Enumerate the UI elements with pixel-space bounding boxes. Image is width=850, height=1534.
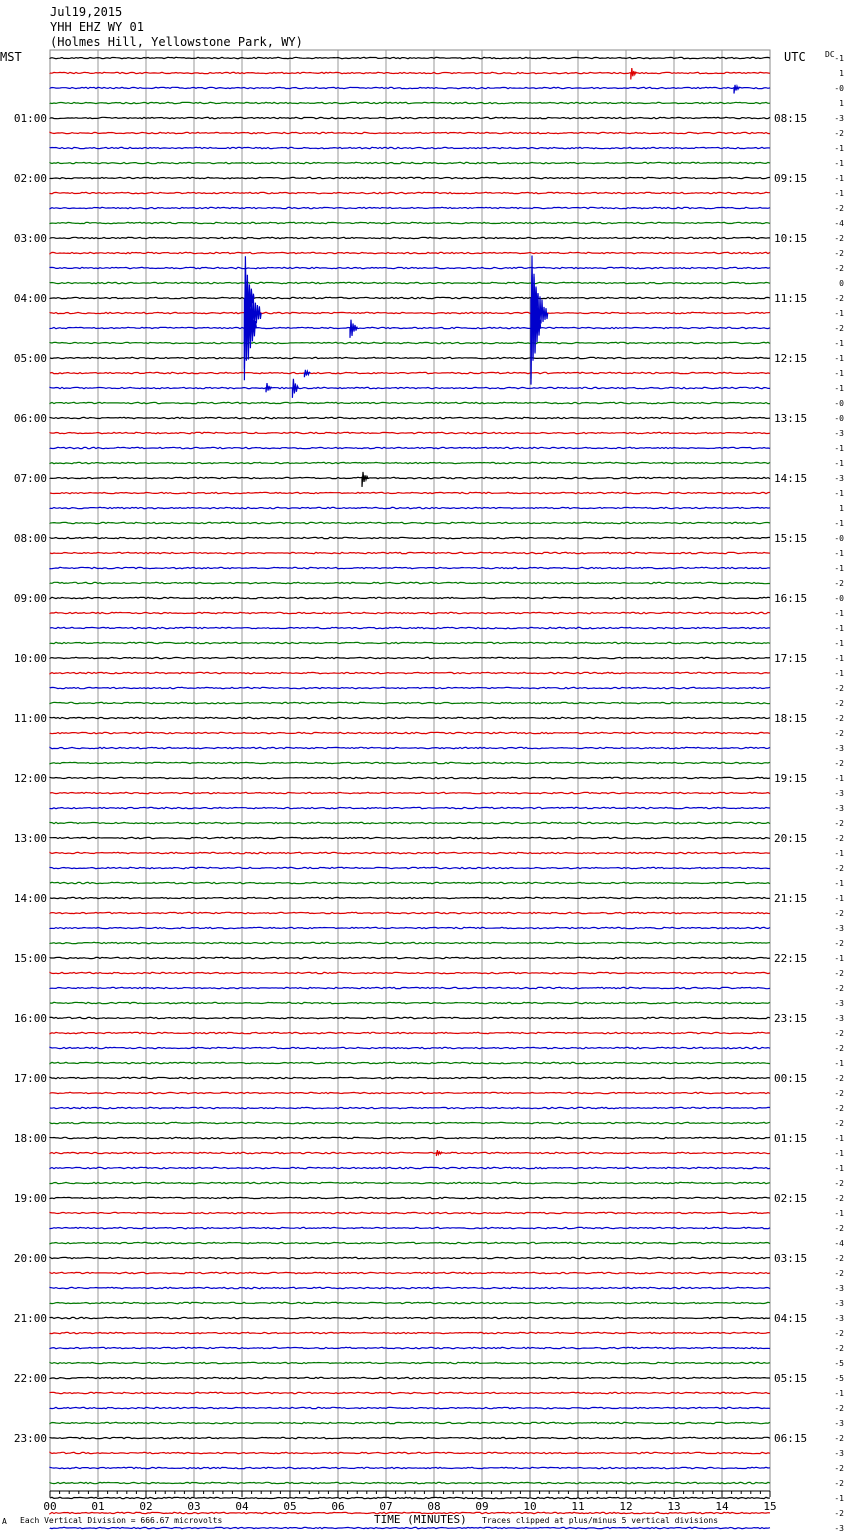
dc-offset-label: -1 [834, 1164, 844, 1173]
seismic-event [304, 370, 310, 377]
seismic-trace [50, 297, 770, 298]
seismic-trace [50, 372, 770, 373]
dc-offset-label: -1 [834, 654, 844, 663]
dc-offset-label: -2 [834, 819, 844, 828]
x-tick-label: 03 [187, 1500, 201, 1513]
right-hour-label: 23:15 [774, 1012, 808, 1025]
dc-offset-label: -1 [834, 54, 844, 63]
x-tick-label: 04 [235, 1500, 249, 1513]
seismic-trace [50, 1032, 770, 1033]
dc-offset-label: -1 [834, 669, 844, 678]
trace-group [50, 57, 770, 1534]
seismic-event [436, 1150, 442, 1156]
left-hour-label: 20:00 [13, 1252, 47, 1265]
x-tick-label: 08 [427, 1500, 441, 1513]
dc-offset-label: -1 [834, 354, 844, 363]
dc-offset-label: -2 [834, 1044, 844, 1053]
seismic-event [266, 383, 272, 392]
dc-offset-label: -3 [834, 114, 844, 123]
dc-offset-label: -2 [834, 834, 844, 843]
right-hour-label: 02:15 [774, 1192, 808, 1205]
right-hour-label: 09:15 [774, 172, 808, 185]
dc-offset-label: -2 [834, 1329, 844, 1338]
seismic-trace [50, 1002, 770, 1003]
right-hour-label: 12:15 [774, 352, 808, 365]
x-tick-label: 02 [139, 1500, 153, 1513]
seismic-trace [50, 327, 770, 328]
minute-grid [50, 50, 770, 1491]
dc-offset-label: -2 [834, 294, 844, 303]
dc-offset-label: -1 [834, 1389, 844, 1398]
dc-offset-label: -0 [834, 534, 844, 543]
seismic-trace [50, 1092, 770, 1093]
right-hour-label: 11:15 [774, 292, 808, 305]
seismic-trace [50, 357, 770, 358]
seismic-trace [50, 1452, 770, 1453]
x-tick-label: 13 [667, 1500, 681, 1513]
seismic-trace [50, 1122, 770, 1123]
x-tick-label: 05 [283, 1500, 297, 1513]
seismic-trace [50, 1212, 770, 1213]
dc-offset-label: -4 [834, 219, 844, 228]
seismic-trace [50, 252, 770, 253]
seismic-trace [50, 777, 770, 778]
seismic-trace [50, 1467, 770, 1468]
dc-offset-label: -3 [834, 1314, 844, 1323]
right-hour-label: 21:15 [774, 892, 808, 905]
left-hour-label: 05:00 [13, 352, 47, 365]
dc-offset-label: 1 [839, 504, 844, 513]
seismic-trace [50, 507, 770, 508]
seismic-trace [50, 1197, 770, 1198]
footer-mark: A [2, 1517, 7, 1526]
left-hour-label: 13:00 [13, 832, 47, 845]
left-hour-label: 06:00 [13, 412, 47, 425]
dc-offset-label: -2 [834, 1254, 844, 1263]
dc-offset-label: -2 [834, 714, 844, 723]
seismic-trace [50, 282, 770, 283]
seismic-trace [50, 882, 770, 883]
seismic-trace [50, 177, 770, 178]
right-hour-label: 10:15 [774, 232, 808, 245]
x-tick-label: 00 [43, 1500, 57, 1513]
right-hour-label: 20:15 [774, 832, 808, 845]
dc-offset-label: -1 [834, 1149, 844, 1158]
seismic-trace [50, 957, 770, 958]
seismic-trace [50, 417, 770, 418]
dc-offset-label: -2 [834, 909, 844, 918]
seismic-trace [50, 57, 770, 58]
seismic-trace [50, 267, 770, 268]
left-hour-label: 07:00 [13, 472, 47, 485]
dc-offset-label: -3 [834, 924, 844, 933]
dc-column-label: DC [825, 50, 835, 59]
dc-offset-label: -3 [834, 1014, 844, 1023]
right-hour-label: 15:15 [774, 532, 808, 545]
dc-offset-label: -2 [834, 249, 844, 258]
seismic-trace [50, 612, 770, 613]
seismic-trace [50, 672, 770, 673]
dc-offset-label: -2 [834, 324, 844, 333]
dc-offset-label: -2 [834, 1434, 844, 1443]
dc-offset-label: -1 [834, 609, 844, 618]
right-hour-label: 05:15 [774, 1372, 808, 1385]
dc-offset-label: -2 [834, 204, 844, 213]
right-hour-label: 14:15 [774, 472, 808, 485]
left-hour-label: 22:00 [13, 1372, 47, 1385]
dc-offset-label: -2 [834, 1479, 844, 1488]
left-hour-label: 03:00 [13, 232, 47, 245]
seismic-trace [50, 1377, 770, 1378]
dc-offset-label: -2 [834, 1404, 844, 1413]
dc-offset-label: -2 [834, 1179, 844, 1188]
left-hour-label: 15:00 [13, 952, 47, 965]
dc-offset-label: -1 [834, 894, 844, 903]
seismic-trace [50, 717, 770, 718]
dc-offset-label: -2 [834, 1089, 844, 1098]
seismic-trace [50, 432, 770, 433]
dc-offset-label: -0 [834, 414, 844, 423]
left-hour-label: 08:00 [13, 532, 47, 545]
seismic-trace [50, 1272, 770, 1273]
dc-offset-label: -1 [834, 639, 844, 648]
dc-offset-label: 1 [839, 99, 844, 108]
dc-offset-label: -2 [834, 234, 844, 243]
seismic-trace [50, 222, 770, 223]
x-tick-label: 15 [763, 1500, 777, 1513]
seismic-event [350, 320, 357, 338]
dc-offset-label: -2 [834, 264, 844, 273]
right-hour-labels [774, 112, 807, 1445]
seismic-trace [50, 1527, 770, 1528]
dc-offset-label: -3 [834, 999, 844, 1008]
dc-offset-label: -2 [834, 129, 844, 138]
seismic-trace [50, 987, 770, 988]
seismic-trace [50, 102, 770, 103]
seismic-trace [50, 402, 770, 403]
dc-offset-label: -2 [834, 699, 844, 708]
seismic-trace [50, 1137, 770, 1138]
seismic-trace [50, 1227, 770, 1228]
seismic-trace [50, 807, 770, 808]
dc-offset-label: -3 [834, 744, 844, 753]
left-hour-label: 04:00 [13, 292, 47, 305]
seismic-trace [50, 1017, 770, 1018]
dc-offset-label: -2 [834, 1104, 844, 1113]
left-timezone: MST [0, 50, 22, 64]
left-hour-label: 11:00 [13, 712, 47, 725]
dc-offset-label: -1 [834, 624, 844, 633]
seismic-trace [50, 627, 770, 628]
seismic-trace [50, 462, 770, 463]
left-hour-label: 09:00 [13, 592, 47, 605]
seismic-trace [50, 342, 770, 343]
seismic-trace [50, 732, 770, 733]
seismic-trace [50, 582, 770, 583]
dc-offset-label: -1 [834, 1494, 844, 1503]
x-tick-label: 10 [523, 1500, 537, 1513]
seismic-trace [50, 792, 770, 793]
seismic-trace [50, 147, 770, 148]
right-hour-label: 06:15 [774, 1432, 808, 1445]
seismic-trace [50, 1152, 770, 1153]
seismic-event [362, 472, 368, 487]
dc-offset-label: -1 [834, 549, 844, 558]
left-hour-label: 01:00 [13, 112, 47, 125]
dc-offset-label: -5 [834, 1374, 844, 1383]
x-tick-label: 11 [571, 1500, 585, 1513]
dc-offset-labels [834, 54, 844, 1534]
left-hour-label: 23:00 [13, 1432, 47, 1445]
seismic-trace [50, 867, 770, 868]
seismic-trace [50, 657, 770, 658]
dc-offset-label: -1 [834, 1209, 844, 1218]
seismic-trace [50, 192, 770, 193]
seismic-trace [50, 687, 770, 688]
right-hour-label: 18:15 [774, 712, 808, 725]
dc-offset-label: -1 [834, 1059, 844, 1068]
seismic-trace [50, 1317, 770, 1318]
dc-offset-label: -2 [834, 984, 844, 993]
x-tick-label: 12 [619, 1500, 633, 1513]
dc-offset-label: -1 [834, 144, 844, 153]
right-hour-label: 17:15 [774, 652, 808, 665]
seismic-trace [50, 1182, 770, 1183]
seismic-trace [50, 1242, 770, 1243]
seismic-trace [50, 207, 770, 208]
right-hour-label: 19:15 [774, 772, 808, 785]
dc-offset-label: -0 [834, 399, 844, 408]
left-hour-label: 21:00 [13, 1312, 47, 1325]
seismic-trace [50, 72, 770, 73]
dc-offset-label: -2 [834, 1509, 844, 1518]
dc-offset-label: -3 [834, 1284, 844, 1293]
seismic-trace [50, 1107, 770, 1108]
seismic-trace [50, 1167, 770, 1168]
dc-offset-label: -4 [834, 1239, 844, 1248]
dc-offset-label: -3 [834, 1524, 844, 1533]
dc-offset-label: -2 [834, 684, 844, 693]
seismic-trace [50, 552, 770, 553]
seismic-trace [50, 1422, 770, 1423]
seismic-trace [50, 702, 770, 703]
dc-offset-label: -1 [834, 1134, 844, 1143]
seismic-trace [50, 642, 770, 643]
dc-offset-label: -1 [834, 369, 844, 378]
dc-offset-label: -1 [834, 189, 844, 198]
left-hour-label: 12:00 [13, 772, 47, 785]
dc-offset-label: 0 [839, 279, 844, 288]
seismic-trace [50, 1482, 770, 1483]
right-hour-label: 03:15 [774, 1252, 808, 1265]
right-hour-label: 13:15 [774, 412, 808, 425]
x-axis [43, 1491, 776, 1513]
dc-offset-label: -1 [834, 339, 844, 348]
dc-offset-label: -2 [834, 1194, 844, 1203]
seismic-event [734, 85, 740, 94]
seismic-trace [50, 1062, 770, 1063]
vertical-division-note: Each Vertical Division = 666.67 microvolts [20, 1516, 223, 1525]
left-hour-label: 14:00 [13, 892, 47, 905]
seismic-trace [50, 1362, 770, 1363]
seismic-trace [50, 747, 770, 748]
seismic-trace [50, 1257, 770, 1258]
left-hour-label: 18:00 [13, 1132, 47, 1145]
x-tick-label: 09 [475, 1500, 489, 1513]
seismic-trace [50, 1047, 770, 1048]
seismic-trace [50, 1287, 770, 1288]
seismic-trace [50, 1077, 770, 1078]
dc-offset-label: -1 [834, 444, 844, 453]
seismic-trace [50, 942, 770, 943]
seismic-trace [50, 1347, 770, 1348]
dc-offset-label: -3 [834, 474, 844, 483]
dc-offset-label: -1 [834, 954, 844, 963]
seismic-trace [50, 87, 770, 88]
seismic-trace [50, 567, 770, 568]
seismic-trace [50, 822, 770, 823]
dc-offset-label: -1 [834, 459, 844, 468]
dc-offset-label: -1 [834, 489, 844, 498]
dc-offset-label: -3 [834, 429, 844, 438]
record-date: Jul19,2015 [50, 5, 123, 19]
seismic-trace [50, 837, 770, 838]
seismic-trace [50, 537, 770, 538]
seismic-trace [50, 972, 770, 973]
x-tick-label: 06 [331, 1500, 345, 1513]
x-axis-title: TIME (MINUTES) [374, 1513, 467, 1526]
seismic-trace [50, 1407, 770, 1408]
dc-offset-label: -2 [834, 1029, 844, 1038]
right-hour-label: 04:15 [774, 1312, 808, 1325]
dc-offset-label: -3 [834, 1449, 844, 1458]
dc-offset-label: -2 [834, 939, 844, 948]
left-hour-label: 16:00 [13, 1012, 47, 1025]
left-hour-label: 10:00 [13, 652, 47, 665]
x-tick-label: 01 [91, 1500, 105, 1513]
plot-frame [50, 50, 770, 1491]
x-tick-label: 14 [715, 1500, 729, 1513]
seismic-trace [50, 387, 770, 388]
dc-offset-label: -2 [834, 1464, 844, 1473]
seismic-trace [50, 237, 770, 238]
seismic-trace [50, 312, 770, 313]
dc-offset-label: -1 [834, 849, 844, 858]
seismic-trace [50, 852, 770, 853]
seismic-trace [50, 447, 770, 448]
dc-offset-label: -2 [834, 864, 844, 873]
right-hour-label: 01:15 [774, 1132, 808, 1145]
station-code: YHH EHZ WY 01 [50, 20, 144, 34]
seismic-trace [50, 522, 770, 523]
seismic-trace [50, 1497, 770, 1498]
seismic-trace [50, 132, 770, 133]
dc-offset-label: -2 [834, 579, 844, 588]
right-hour-label: 22:15 [774, 952, 808, 965]
right-timezone: UTC [784, 50, 806, 64]
right-hour-label: 00:15 [774, 1072, 808, 1085]
seismic-trace [50, 477, 770, 478]
dc-offset-label: -1 [834, 159, 844, 168]
dc-offset-label: -1 [834, 309, 844, 318]
dc-offset-label: -2 [834, 969, 844, 978]
dc-offset-label: -2 [834, 729, 844, 738]
seismic-trace [50, 762, 770, 763]
dc-offset-label: 1 [839, 69, 844, 78]
dc-offset-label: -2 [834, 1344, 844, 1353]
seismic-trace [50, 1332, 770, 1333]
dc-offset-label: -1 [834, 774, 844, 783]
left-hour-label: 19:00 [13, 1192, 47, 1205]
station-location: (Holmes Hill, Yellowstone Park, WY) [50, 35, 303, 49]
dc-offset-label: -3 [834, 804, 844, 813]
right-hour-label: 16:15 [774, 592, 808, 605]
seismic-trace [50, 897, 770, 898]
dc-offset-label: -1 [834, 384, 844, 393]
dc-offset-label: -2 [834, 1224, 844, 1233]
dc-offset-label: -0 [834, 594, 844, 603]
dc-offset-label: -3 [834, 1419, 844, 1428]
dc-offset-label: -1 [834, 879, 844, 888]
seismic-trace [50, 597, 770, 598]
clipping-note: Traces clipped at plus/minus 5 vertical divisions [482, 1516, 719, 1525]
dc-offset-label: -1 [834, 564, 844, 573]
dc-offset-label: -2 [834, 1074, 844, 1083]
dc-offset-label: -3 [834, 1299, 844, 1308]
seismic-trace [50, 117, 770, 118]
left-hour-labels [14, 112, 47, 1445]
dc-offset-label: -3 [834, 789, 844, 798]
x-tick-label: 07 [379, 1500, 393, 1513]
seismic-trace [50, 1437, 770, 1438]
dc-offset-label: -2 [834, 759, 844, 768]
dc-offset-label: -2 [834, 1269, 844, 1278]
dc-offset-label: -5 [834, 1359, 844, 1368]
seismic-event [292, 379, 298, 398]
seismic-trace [50, 912, 770, 913]
dc-offset-label: -1 [834, 519, 844, 528]
dc-offset-label: -1 [834, 174, 844, 183]
seismic-trace [50, 492, 770, 493]
seismic-trace [50, 1302, 770, 1303]
dc-offset-label: -0 [834, 84, 844, 93]
seismic-event [631, 68, 637, 79]
seismic-trace [50, 1392, 770, 1393]
seismic-trace [50, 162, 770, 163]
left-hour-label: 17:00 [13, 1072, 47, 1085]
seismic-trace [50, 927, 770, 928]
left-hour-label: 02:00 [13, 172, 47, 185]
dc-offset-label: -2 [834, 1119, 844, 1128]
right-hour-label: 08:15 [774, 112, 808, 125]
